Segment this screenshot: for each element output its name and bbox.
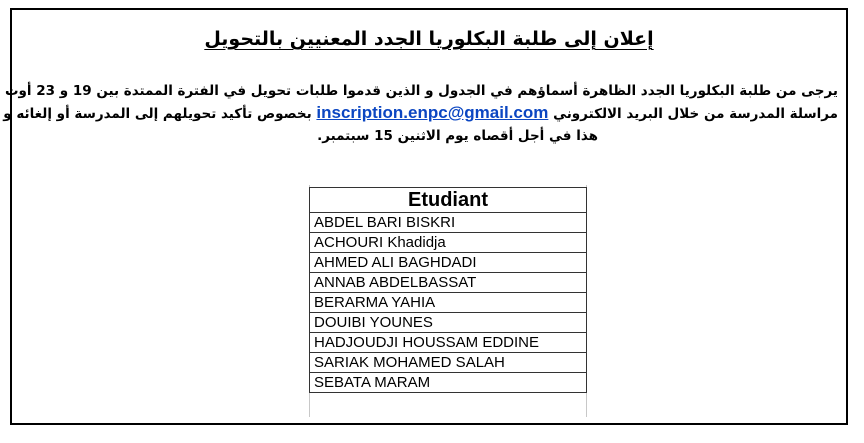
email-link[interactable]: inscription.enpc@gmail.com bbox=[316, 103, 549, 122]
table-row bbox=[310, 333, 587, 353]
table-row bbox=[310, 253, 587, 273]
table-row bbox=[310, 373, 587, 393]
table-row bbox=[310, 293, 587, 313]
students-table bbox=[309, 187, 587, 393]
notice-line-3: هذا في أجل أقصاه يوم الاثنين 15 سبتمبر. bbox=[317, 128, 598, 144]
table-row bbox=[310, 353, 587, 373]
student-name-cell: ACHOURI Khadidja bbox=[310, 233, 587, 253]
student-name-cell: BERARMA YAHIA bbox=[310, 293, 587, 313]
notice-line-1: يرجى من طلبة البكلوريا الجدد الظاهرة أسماؤهم في الجدول و الذين قدموا طلبات تحويل في الفترة الممتدة بين 19 و 23 أوت bbox=[4, 83, 838, 99]
notice-line-2-before: مراسلة المدرسة من خلال البريد الالكتروني bbox=[553, 106, 838, 122]
student-name-cell: ABDEL BARI BISKRI bbox=[310, 213, 587, 233]
table-header-row bbox=[310, 188, 587, 213]
notice-line-2 bbox=[3, 102, 838, 125]
table-row bbox=[310, 313, 587, 333]
table-row bbox=[310, 213, 587, 233]
notice-body bbox=[3, 80, 838, 147]
students-sheet bbox=[309, 185, 591, 417]
student-name-cell: HADJOUDJI HOUSSAM EDDINE bbox=[310, 333, 587, 353]
notice-title: إعلان إلى طلبة البكلوريا الجدد المعنيين بالتحويل bbox=[204, 28, 654, 50]
table-header-cell: Etudiant bbox=[310, 188, 587, 213]
student-name-cell: DOUIBI YOUNES bbox=[310, 313, 587, 333]
table-row bbox=[310, 233, 587, 253]
notice-line-2-after: بخصوص تأكيد تحويلهم إلى المدرسة أو إلغائه و bbox=[3, 106, 312, 122]
student-name-cell: SARIAK MOHAMED SALAH bbox=[310, 353, 587, 373]
table-row bbox=[310, 273, 587, 293]
student-name-cell: ANNAB ABDELBASSAT bbox=[310, 273, 587, 293]
notice-frame bbox=[3, 8, 848, 425]
student-name-cell: SEBATA MARAM bbox=[310, 373, 587, 393]
student-name-cell: AHMED ALI BAGHDADI bbox=[310, 253, 587, 273]
